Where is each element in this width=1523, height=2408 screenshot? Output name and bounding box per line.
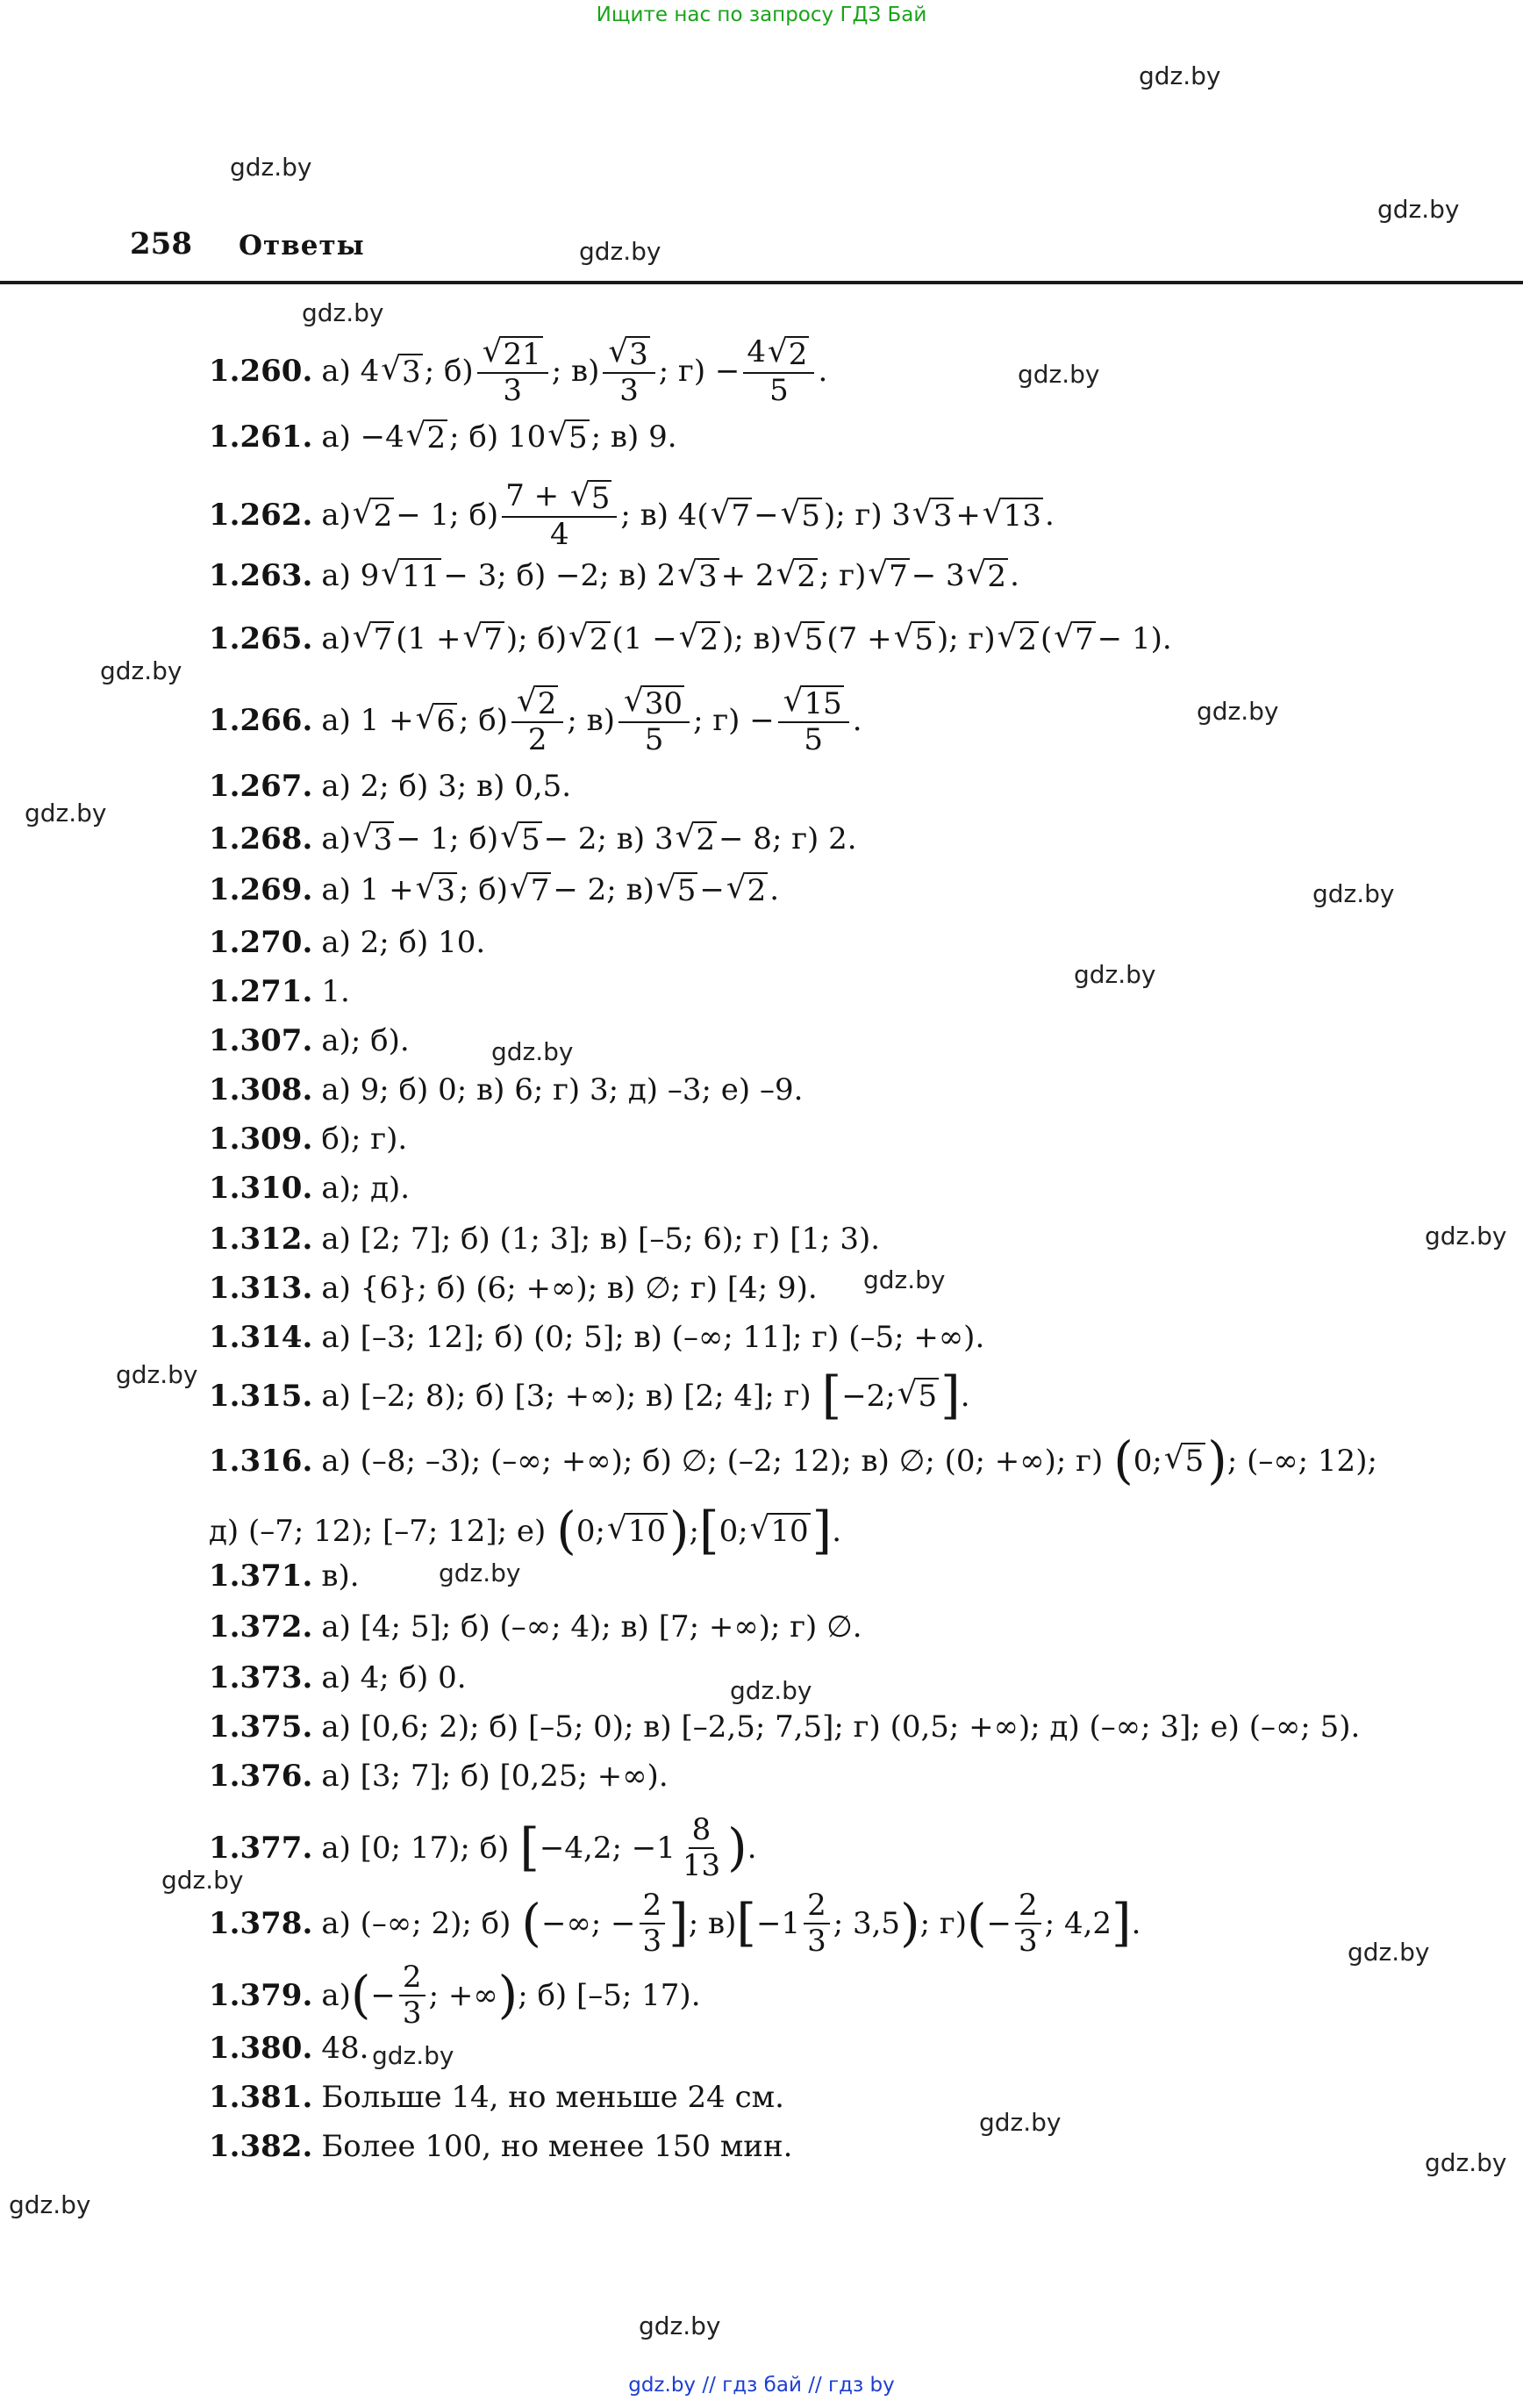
bottom-banner[interactable]: gdz.by // гдз бай // гдз by — [628, 2374, 895, 2397]
answer-number: 1.263. — [209, 558, 313, 594]
answer-number: 1.266. — [209, 703, 313, 739]
answer-number: 1.265. — [209, 621, 313, 657]
answer-1-313 — [209, 1271, 818, 1307]
answer-1-382 — [209, 2129, 792, 2165]
answer-number: 1.371. — [209, 1559, 313, 1594]
answer-1-373 — [209, 1660, 467, 1696]
answer-number: 1.313. — [209, 1271, 313, 1306]
answer-number: 1.262. — [209, 498, 313, 534]
top-banner[interactable]: Ищите нас по запросу ГДЗ Бай — [596, 4, 927, 26]
answer-1-265 — [209, 621, 1172, 657]
answer-1-263 — [209, 555, 1019, 594]
watermark: gdz.by — [25, 799, 107, 828]
answer-number: 1.372. — [209, 1609, 313, 1645]
answer-1-260 — [209, 335, 827, 408]
watermark: gdz.by — [100, 656, 182, 685]
answer-number: 1.310. — [209, 1171, 313, 1206]
answer-number: 1.268. — [209, 821, 313, 857]
answer-number: 1.314. — [209, 1320, 313, 1355]
watermark: gdz.by — [230, 153, 312, 182]
answer-body: а); д). — [321, 1171, 411, 1206]
answer-body: б); г). — [321, 1122, 408, 1157]
answer-body: а) [–3; 12]; б) (0; 5]; в) (–∞; 11]; г) (–5; +∞). — [321, 1320, 985, 1355]
watermark: gdz.by — [1425, 1222, 1507, 1251]
watermark: gdz.by — [579, 237, 661, 266]
answer-body: 48. — [321, 2031, 369, 2066]
answer-1-267 — [209, 769, 571, 805]
answer-number: 1.378. — [209, 1905, 313, 1941]
answer-body: а) [–2; 8); б) [3; +∞); в) [2; 4]; г) [ −2; √ 5 ] . — [321, 1365, 970, 1425]
answer-1-269 — [209, 872, 779, 908]
answer-number: 1.375. — [209, 1709, 313, 1745]
answer-body: Больше 14, но меньше 24 см. — [321, 2080, 784, 2115]
answer-1-372 — [209, 1609, 862, 1645]
answer-1-314 — [209, 1320, 984, 1356]
answer-1-380 — [209, 2031, 368, 2067]
answer-number: 1.270. — [209, 925, 313, 960]
answer-1-271 — [209, 974, 350, 1010]
watermark: gdz.by — [116, 1360, 198, 1389]
answer-1-261 — [209, 419, 677, 455]
answer-1-316-continued — [209, 1501, 842, 1560]
answer-body: а); б). — [321, 1023, 410, 1058]
answer-number: 1.312. — [209, 1222, 313, 1257]
page-title: Ответы — [239, 230, 365, 262]
watermark: gdz.by — [1425, 2148, 1507, 2177]
answer-1-377 — [209, 1813, 757, 1883]
answer-1-381 — [209, 2080, 784, 2116]
page-number: 258 — [130, 226, 192, 262]
answer-body: а) 9 √ 11 − 3; б) −2; в) 2 √ 3 + 2 √ 2 ; г) √ 7 − 3 √ 2 . — [321, 555, 1019, 594]
answer-body: а) [4; 5]; б) (–∞; 4); в) [7; +∞); г) ∅. — [321, 1609, 862, 1645]
watermark: gdz.by — [302, 298, 384, 327]
answer-body: а) 4; б) 0. — [321, 1660, 467, 1695]
answer-body: а) √ 3 − 1; б) √ 5 − 2; в) 3 √ 2 − 8; г) 2. — [321, 819, 857, 857]
answer-body: а) −4 √ 2 ; б) 10 √ 5 ; в) 9. — [321, 417, 677, 455]
answer-1-379 — [209, 1960, 701, 2031]
answer-body: Более 100, но менее 150 мин. — [321, 2129, 793, 2164]
answer-body: а) 4 √ 3 ; б) √ 21 3 ; в) √ 3 3 ; г) − 4 √ 2 5 . — [321, 333, 828, 409]
answer-1-308 — [209, 1072, 803, 1108]
answer-body: 1. — [321, 974, 350, 1009]
watermark: gdz.by — [1018, 360, 1100, 389]
answer-1-378 — [209, 1888, 1140, 1959]
answer-1-307 — [209, 1023, 410, 1059]
answer-number: 1.307. — [209, 1023, 313, 1058]
answer-body: а) [3; 7]; б) [0,25; +∞). — [321, 1759, 669, 1794]
answer-body: а) 2; б) 10. — [321, 925, 486, 960]
answer-number: 1.269. — [209, 872, 313, 908]
watermark: gdz.by — [439, 1559, 521, 1587]
answer-1-316 — [209, 1430, 1377, 1490]
header-rule — [0, 281, 1523, 284]
watermark: gdz.by — [9, 2190, 91, 2219]
answer-body: а) √ 7 (1 + √ 7 ); б) √ 2 (1 − √ 2 ); в) √ 5 (7 + √ 5 ); г) √ 2 ( √ 7 − 1). — [321, 619, 1172, 657]
answer-number: 1.382. — [209, 2129, 313, 2164]
watermark: gdz.by — [639, 2311, 721, 2340]
answer-number: 1.377. — [209, 1830, 313, 1866]
answer-number: 1.309. — [209, 1122, 313, 1157]
answer-body: а) (–∞; 2); б) ( −∞; − $\frac{2}{3}$ ] ; в) [ −1 $\frac{2}{3}$ ; 3,5 ) ; г) ( − $\frac{2}{3}$ ; 4,2 ] . — [321, 1888, 1141, 1960]
watermark: gdz.by — [979, 2108, 1062, 2137]
watermark: gdz.by — [372, 2041, 454, 2070]
answer-body: а) {6}; б) (6; +∞); в) ∅; г) [4; 9). — [321, 1271, 818, 1306]
answer-number: 1.308. — [209, 1072, 313, 1107]
watermark: gdz.by — [1312, 879, 1395, 908]
answer-1-376 — [209, 1759, 669, 1795]
answer-number: 1.260. — [209, 354, 313, 390]
watermark: gdz.by — [1197, 697, 1279, 726]
answer-number: 1.379. — [209, 1977, 313, 2013]
answer-1-268 — [209, 821, 857, 857]
answer-body: а) [0,6; 2); б) [–5; 0); в) [–2,5; 7,5]; г) (0,5; +∞); д) (–∞; 3]; е) (–∞; 5). — [321, 1709, 1361, 1745]
watermark: gdz.by — [1377, 195, 1460, 224]
answer-body: д) (–7; 12); [–7; 12]; е) ( 0; √ 10 ) ; [ 0; √ 10 ] . — [209, 1501, 842, 1560]
answer-body: а) 9; б) 0; в) 6; г) 3; д) –3; е) –9. — [321, 1072, 804, 1107]
answer-body: а) 2; б) 3; в) 0,5. — [321, 769, 572, 804]
answer-body: а) [2; 7]; б) (1; 3]; в) [–5; 6); г) [1; 3). — [321, 1222, 881, 1257]
answer-1-262 — [209, 479, 1055, 552]
watermark: gdz.by — [730, 1676, 812, 1705]
answer-body: а) √ 2 − 1; б) 7 + √ 5 4 ; в) 4( √ 7 − √ 5 ); г) 3 √ 3 + √ 13 . — [321, 477, 1055, 553]
answer-body: а) 1 + √ 3 ; б) √ 7 − 2; в) √ 5 − √ 2 . — [321, 870, 780, 908]
answer-1-375 — [209, 1709, 1360, 1745]
watermark: gdz.by — [491, 1037, 574, 1066]
answer-body: а) [0; 17); б) [ −4,2; −1 $\frac{8}{13}$ ) . — [321, 1812, 757, 1884]
answer-number: 1.381. — [209, 2080, 313, 2115]
watermark: gdz.by — [863, 1265, 946, 1294]
answer-number: 1.316. — [209, 1443, 313, 1479]
answer-body: а) ( − $\frac{2}{3}$ ; +∞ ) ; б) [–5; 17). — [321, 1960, 701, 2032]
answer-number: 1.380. — [209, 2031, 313, 2066]
watermark: gdz.by — [1348, 1938, 1430, 1967]
watermark: gdz.by — [1139, 61, 1221, 90]
answer-1-270 — [209, 925, 485, 961]
answer-number: 1.376. — [209, 1759, 313, 1794]
answer-body: а) (–8; –3); (–∞; +∞); б) ∅; (–2; 12); в) ∅; (0; +∞); г) ( 0; √ 5 ) ; (–∞; 12); — [321, 1430, 1377, 1490]
answer-number: 1.373. — [209, 1660, 313, 1695]
answer-1-371 — [209, 1559, 360, 1595]
answer-1-309 — [209, 1122, 407, 1157]
answer-1-310 — [209, 1171, 410, 1207]
answer-number: 1.261. — [209, 419, 313, 455]
answer-body: а) 1 + √ 6 ; б) √ 2 2 ; в) √ 30 5 ; г) − √ 15 5 . — [321, 683, 862, 758]
answer-1-266 — [209, 684, 862, 757]
answer-number: 1.267. — [209, 769, 313, 804]
answer-1-312 — [209, 1222, 880, 1258]
watermark: gdz.by — [161, 1866, 244, 1895]
answer-number: 1.271. — [209, 974, 313, 1009]
answer-body: в). — [321, 1559, 360, 1594]
answer-1-315 — [209, 1365, 970, 1425]
answer-number: 1.315. — [209, 1378, 313, 1414]
watermark: gdz.by — [1074, 960, 1156, 989]
